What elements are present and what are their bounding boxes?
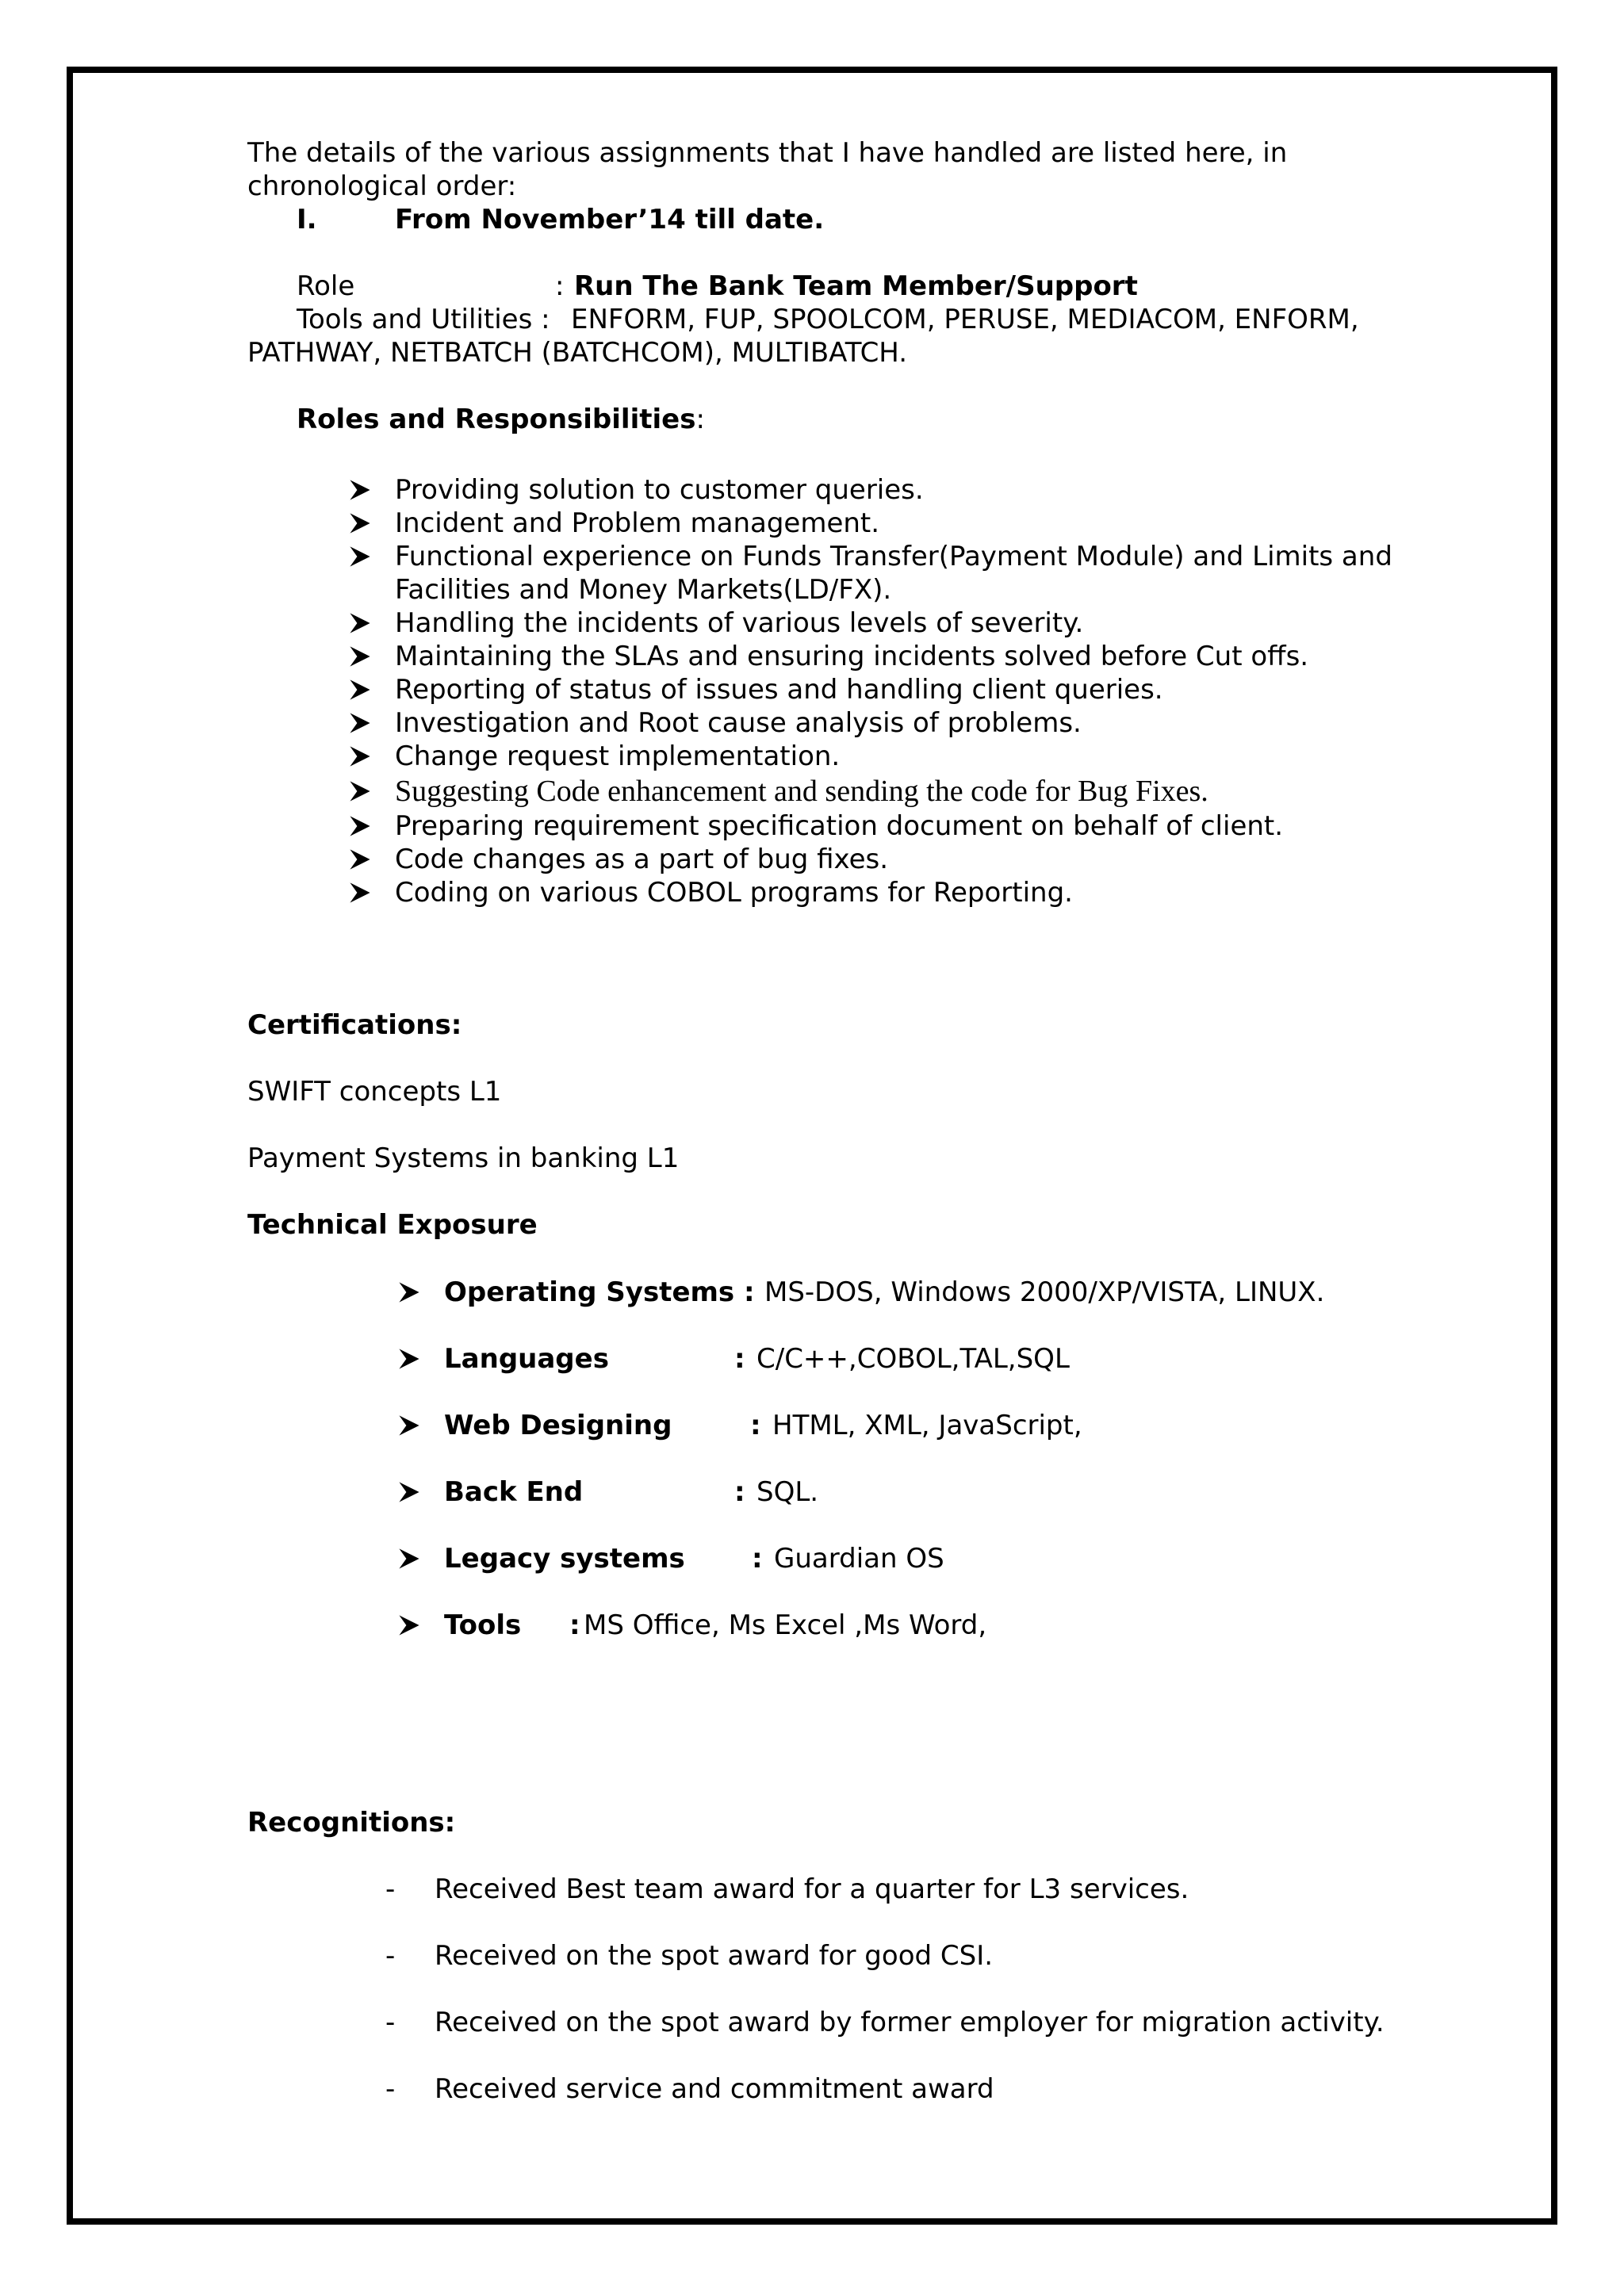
arrow-bullet-icon (346, 878, 374, 907)
recognitions-heading: Recognitions: (247, 1807, 456, 1839)
arrow-bullet-icon (346, 777, 374, 806)
tech-label: Legacy systems (444, 1543, 685, 1575)
arrow-bullet-icon (346, 675, 374, 704)
role-item: Change request implementation. (395, 740, 841, 772)
arrow-bullet-icon (346, 742, 374, 771)
role-item: Code changes as a part of bug fixes. (395, 844, 889, 875)
role-item: Functional experience on Funds Transfer(Payment Module) and Limits and (395, 541, 1392, 572)
role-label: Role (297, 270, 355, 302)
technical-heading: Technical Exposure (247, 1209, 538, 1241)
tech-separator: : (734, 1476, 745, 1508)
tech-value: MS-DOS, Windows 2000/XP/VISTA, LINUX. (764, 1276, 1325, 1308)
arrow-bullet-icon (346, 709, 374, 737)
tech-label: Tools (444, 1609, 522, 1641)
arrow-bullet-icon (395, 1611, 423, 1640)
arrow-bullet-icon (346, 642, 374, 671)
role-value: Run The Bank Team Member/Support (574, 270, 1138, 302)
role-item: Suggesting Code enhancement and sending the code for Bug Fixes. (395, 775, 1208, 808)
arrow-bullet-icon (346, 509, 374, 538)
arrow-bullet-icon (395, 1278, 423, 1307)
dash-bullet: - (385, 1873, 396, 1905)
role-item-continuation: Facilities and Money Markets(LD/FX). (395, 574, 892, 606)
tech-value: C/C++,COBOL,TAL,SQL (756, 1343, 1070, 1375)
tech-separator: : (750, 1410, 761, 1441)
recognition-item: Received service and commitment award (435, 2073, 994, 2105)
role-item: Preparing requirement specification document on behalf of client. (395, 810, 1284, 842)
intro-line-2: chronological order: (247, 170, 517, 202)
recognition-item: Received on the spot award by former employer for migration activity. (435, 2007, 1385, 2038)
role-item: Providing solution to customer queries. (395, 474, 924, 506)
role-item: Incident and Problem management. (395, 507, 880, 539)
tools-label: Tools and Utilities : (297, 304, 550, 335)
certification-item: Payment Systems in banking L1 (247, 1142, 680, 1174)
certifications-heading: Certifications: (247, 1009, 462, 1041)
tech-value: MS Office, Ms Excel ,Ms Word, (584, 1609, 987, 1641)
arrow-bullet-icon (395, 1478, 423, 1506)
recognition-item: Received on the spot award for good CSI. (435, 1940, 994, 1972)
recognition-item: Received Best team award for a quarter for L3 services. (435, 1873, 1189, 1905)
arrow-bullet-icon (395, 1345, 423, 1373)
dash-bullet: - (385, 2007, 396, 2038)
assignment-period: From November’14 till date. (395, 204, 825, 235)
tech-value: SQL. (756, 1476, 819, 1508)
tech-value: Guardian OS (774, 1543, 944, 1575)
tools-value: ENFORM, FUP, SPOOLCOM, PERUSE, MEDIACOM, ENFORM, (571, 304, 1359, 335)
certification-item: SWIFT concepts L1 (247, 1076, 502, 1108)
arrow-bullet-icon (395, 1544, 423, 1573)
dash-bullet: - (385, 1940, 396, 1972)
tech-value: HTML, XML, JavaScript, (772, 1410, 1082, 1441)
dash-bullet: - (385, 2073, 396, 2105)
role-item: Handling the incidents of various levels of severity. (395, 607, 1084, 639)
arrow-bullet-icon (395, 1411, 423, 1440)
role-item: Reporting of status of issues and handling client queries. (395, 674, 1163, 706)
intro-line-1: The details of the various assignments that I have handled are listed here, in (247, 137, 1288, 169)
tech-label: Operating Systems : (444, 1276, 755, 1308)
tech-label: Web Designing (444, 1410, 672, 1441)
tech-separator: : (752, 1543, 763, 1575)
tech-label: Back End (444, 1476, 584, 1508)
arrow-bullet-icon (346, 476, 374, 504)
role-separator: : (555, 270, 565, 302)
arrow-bullet-icon (346, 609, 374, 637)
arrow-bullet-icon (346, 845, 374, 874)
assignment-numeral: I. (297, 204, 317, 235)
role-item: Investigation and Root cause analysis of problems. (395, 707, 1082, 739)
arrow-bullet-icon (346, 812, 374, 840)
tech-separator: : (734, 1343, 745, 1375)
tools-continuation: PATHWAY, NETBATCH (BATCHCOM), MULTIBATCH. (247, 337, 908, 369)
roles-heading: Roles and Responsibilities: (297, 404, 705, 435)
role-item: Maintaining the SLAs and ensuring incidents solved before Cut offs. (395, 641, 1309, 672)
tech-label: Languages (444, 1343, 609, 1375)
arrow-bullet-icon (346, 542, 374, 571)
role-item: Coding on various COBOL programs for Reporting. (395, 877, 1073, 909)
tech-separator: : (569, 1609, 580, 1641)
